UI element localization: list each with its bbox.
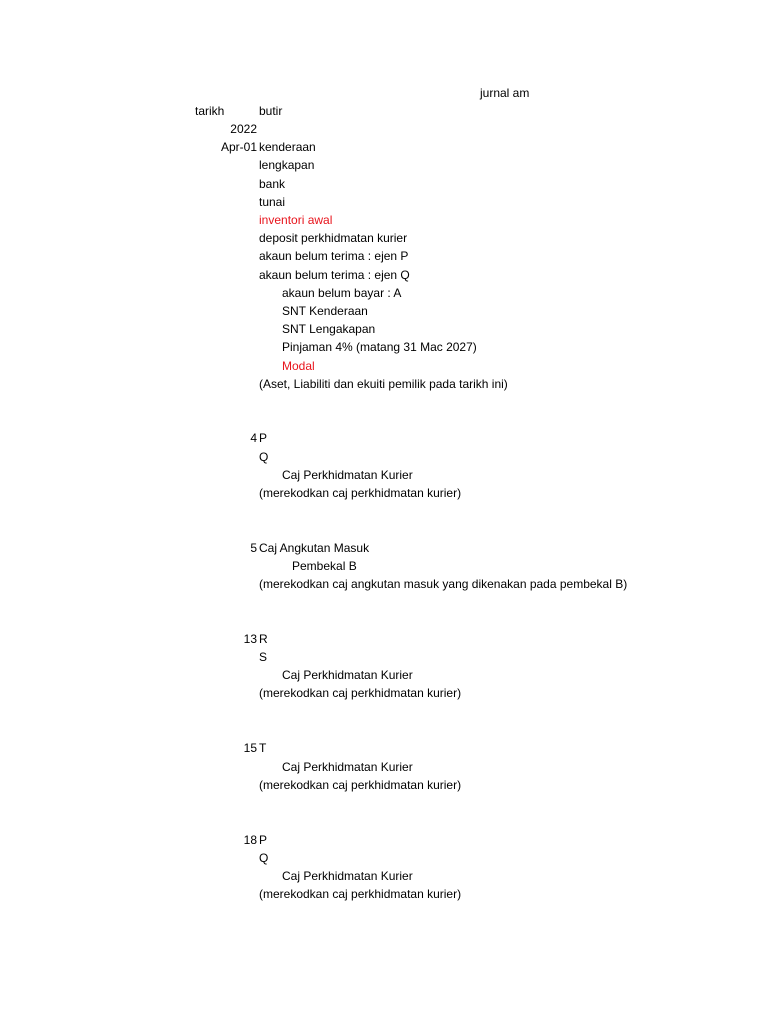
debit-account: bank <box>259 177 286 191</box>
debit-account: P <box>259 833 268 847</box>
credit-account: akaun belum bayar : A <box>282 286 402 300</box>
entry-narration: (merekodkan caj perkhidmatan kurier) <box>259 887 462 901</box>
entry-date: Apr-01 <box>220 140 257 154</box>
credit-account: SNT Lengakapan <box>282 322 376 336</box>
credit-account: Pembekal B <box>292 559 357 573</box>
credit-account: Pinjaman 4% (matang 31 Mac 2027) <box>282 340 477 354</box>
credit-account: Caj Perkhidmatan Kurier <box>282 668 413 682</box>
entry-date: 18 <box>243 833 257 847</box>
debit-account: Q <box>259 851 269 865</box>
debit-account: akaun belum terima : ejen Q <box>259 268 410 282</box>
entry-narration: (merekodkan caj perkhidmatan kurier) <box>259 486 462 500</box>
entry-date: 4 <box>250 431 257 445</box>
journal-title: jurnal am <box>480 86 530 100</box>
debit-account: Q <box>259 450 269 464</box>
column-header-butir: butir <box>259 104 283 118</box>
entry-date: 15 <box>243 741 257 755</box>
credit-account: Caj Perkhidmatan Kurier <box>282 760 413 774</box>
debit-account: T <box>259 741 267 755</box>
credit-account: Caj Perkhidmatan Kurier <box>282 869 413 883</box>
debit-account: P <box>259 431 268 445</box>
debit-account: S <box>259 650 268 664</box>
debit-account-highlighted: inventori awal <box>259 213 333 227</box>
credit-account: Caj Perkhidmatan Kurier <box>282 468 413 482</box>
credit-account: SNT Kenderaan <box>282 304 368 318</box>
debit-account: lengkapan <box>259 158 315 172</box>
debit-account: kenderaan <box>259 140 316 154</box>
column-header-tarikh: tarikh <box>195 104 225 118</box>
entry-narration: (merekodkan caj perkhidmatan kurier) <box>259 778 462 792</box>
entry-narration: (merekodkan caj perkhidmatan kurier) <box>259 686 462 700</box>
debit-account: akaun belum terima : ejen P <box>259 249 409 263</box>
entry-narration: (Aset, Liabiliti dan ekuiti pemilik pada tarikh ini) <box>259 377 508 391</box>
debit-account: deposit perkhidmatan kurier <box>259 231 408 245</box>
debit-account: Caj Angkutan Masuk <box>259 541 370 555</box>
journal-year: 2022 <box>230 122 257 136</box>
entry-date: 13 <box>243 632 257 646</box>
credit-account-highlighted: Modal <box>282 359 315 373</box>
debit-account: tunai <box>259 195 286 209</box>
entry-date: 5 <box>250 541 257 555</box>
entry-narration: (merekodkan caj angkutan masuk yang dikenakan pada pembekal B) <box>259 577 628 591</box>
debit-account: R <box>259 632 268 646</box>
